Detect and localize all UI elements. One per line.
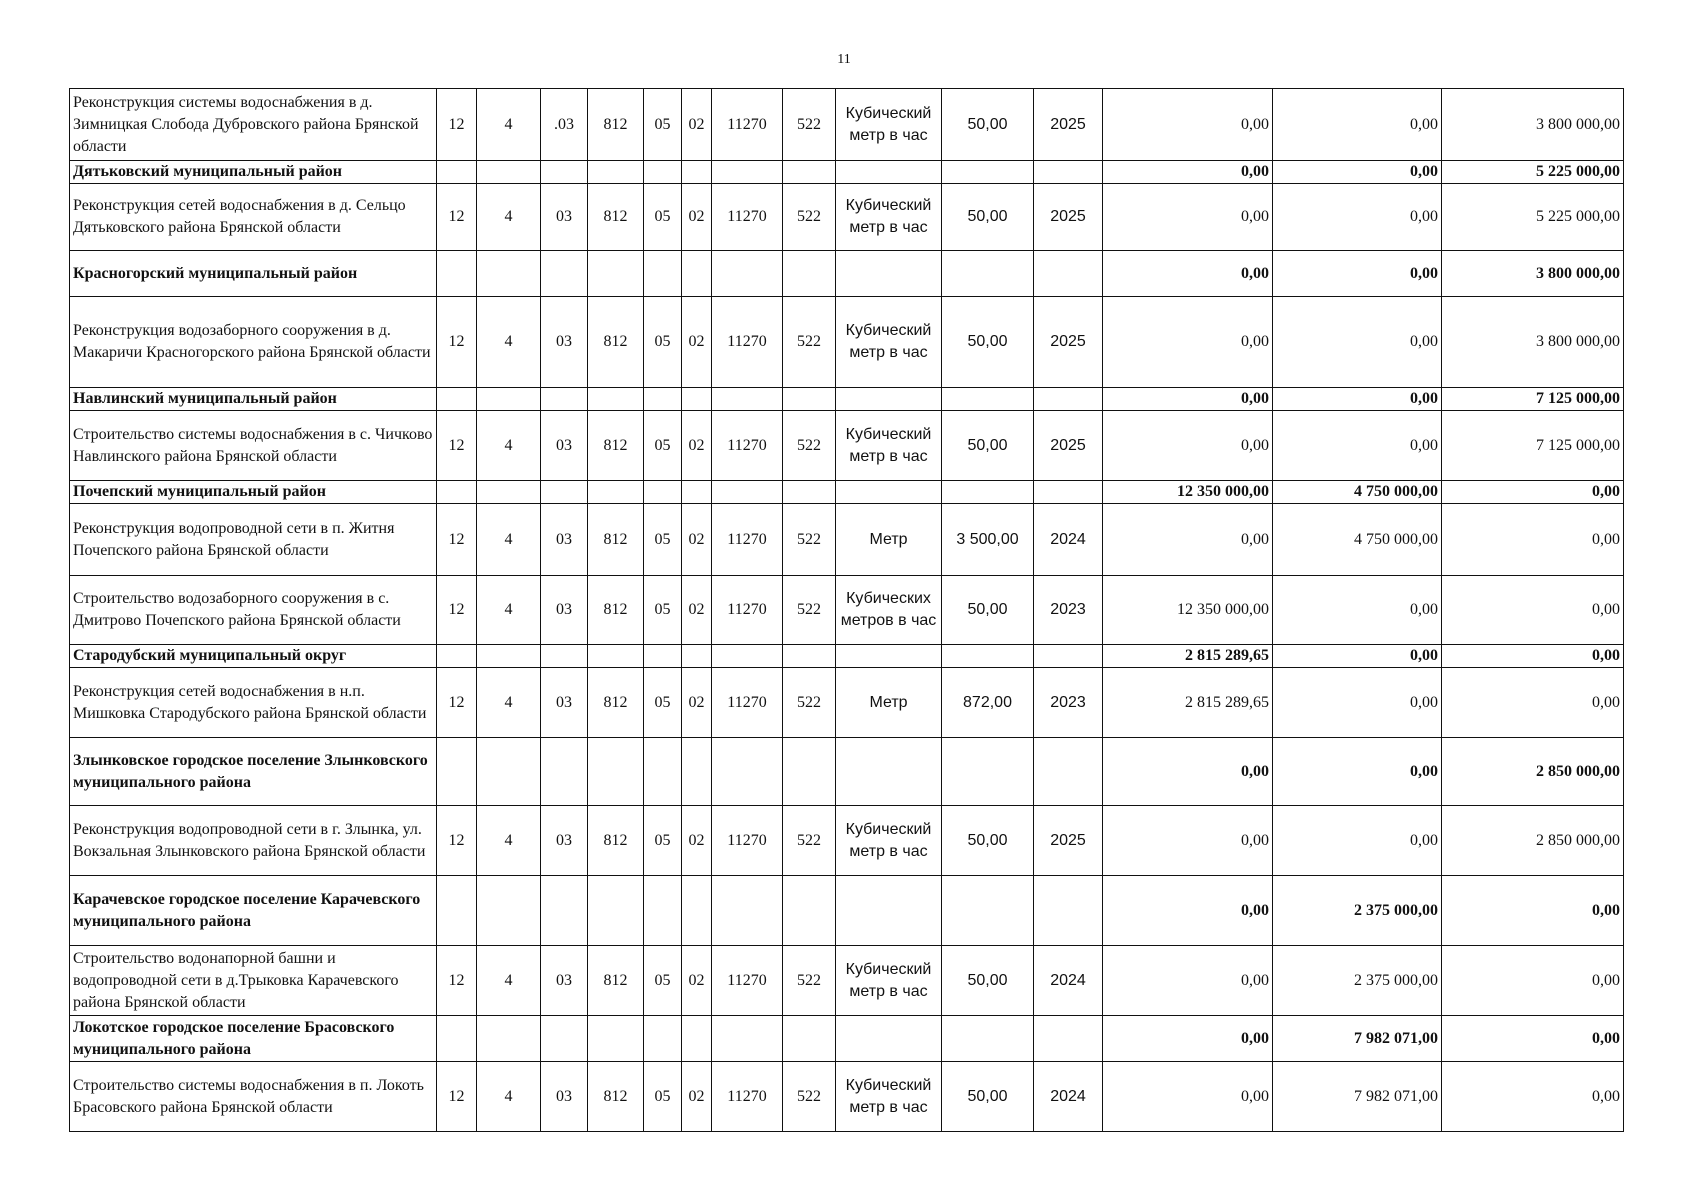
commission-year: 2024: [1034, 946, 1103, 1016]
code-expense-type: [783, 645, 836, 668]
amount-2023: 0,00: [1103, 738, 1273, 806]
group-row: [70, 161, 1624, 184]
code-expense-type: 522: [783, 297, 836, 388]
amount-2024: 0,00: [1273, 576, 1442, 645]
code-section: [437, 738, 477, 806]
capacity-value: 50,00: [942, 411, 1034, 481]
code-measure: [541, 481, 588, 504]
code-razdel: 05: [644, 576, 682, 645]
code-gradmin: [588, 738, 644, 806]
amount-2024: 4 750 000,00: [1273, 481, 1442, 504]
code-measure: [541, 251, 588, 297]
capacity-value: [942, 876, 1034, 946]
commission-year: [1034, 738, 1103, 806]
row-name: Злынковское городское поселение Злынковского муниципального района: [70, 738, 437, 806]
unit-of-measure: Кубических метров в час: [836, 576, 942, 645]
code-subprogram: [477, 1016, 541, 1062]
code-target: 11270: [712, 946, 783, 1016]
code-expense-type: 522: [783, 504, 836, 576]
table-row: [70, 184, 1624, 251]
commission-year: 2025: [1034, 297, 1103, 388]
commission-year: [1034, 645, 1103, 668]
commission-year: [1034, 876, 1103, 946]
row-name: Почепский муниципальный район: [70, 481, 437, 504]
commission-year: 2024: [1034, 504, 1103, 576]
amount-2024: 7 982 071,00: [1273, 1016, 1442, 1062]
code-razdel: 05: [644, 668, 682, 738]
capacity-value: [942, 481, 1034, 504]
amount-2025: 0,00: [1442, 481, 1624, 504]
code-target: [712, 161, 783, 184]
code-subprogram: [477, 251, 541, 297]
code-razdel: [644, 738, 682, 806]
code-subprogram: 4: [477, 89, 541, 161]
amount-2025: 2 850 000,00: [1442, 806, 1624, 876]
code-gradmin: [588, 481, 644, 504]
code-measure: 03: [541, 184, 588, 251]
code-razdel: 05: [644, 1062, 682, 1132]
code-subprogram: [477, 645, 541, 668]
amount-2025: 2 850 000,00: [1442, 738, 1624, 806]
row-name: Реконструкция водопроводной сети в п. Житня Почепского района Брянской области: [70, 504, 437, 576]
amount-2025: 7 125 000,00: [1442, 411, 1624, 481]
code-measure: [541, 388, 588, 411]
unit-of-measure: [836, 645, 942, 668]
row-name: Реконструкция системы водоснабжения в д. Зимницкая Слобода Дубровского района Брянской области: [70, 89, 437, 161]
amount-2023: 0,00: [1103, 297, 1273, 388]
code-expense-type: 522: [783, 1062, 836, 1132]
amount-2023: 0,00: [1103, 1062, 1273, 1132]
code-measure: 03: [541, 1062, 588, 1132]
amount-2024: 4 750 000,00: [1273, 504, 1442, 576]
row-name: Навлинский муниципальный район: [70, 388, 437, 411]
code-razdel: 05: [644, 184, 682, 251]
code-expense-type: [783, 876, 836, 946]
row-name: Строительство водозаборного сооружения в с. Дмитрово Почепского района Брянской области: [70, 576, 437, 645]
code-section: 12: [437, 806, 477, 876]
amount-2025: 0,00: [1442, 1016, 1624, 1062]
code-razdel: [644, 876, 682, 946]
amount-2025: 0,00: [1442, 946, 1624, 1016]
code-expense-type: 522: [783, 411, 836, 481]
amount-2024: 7 982 071,00: [1273, 1062, 1442, 1132]
amount-2025: 0,00: [1442, 576, 1624, 645]
code-target: [712, 251, 783, 297]
capacity-value: 50,00: [942, 297, 1034, 388]
code-measure: 03: [541, 668, 588, 738]
code-podrazdel: [682, 388, 712, 411]
code-target: 11270: [712, 576, 783, 645]
group-row: [70, 251, 1624, 297]
code-gradmin: 812: [588, 504, 644, 576]
commission-year: 2024: [1034, 1062, 1103, 1132]
code-section: 12: [437, 504, 477, 576]
code-measure: 03: [541, 297, 588, 388]
capacity-value: 50,00: [942, 89, 1034, 161]
code-section: [437, 876, 477, 946]
table-row: [70, 806, 1624, 876]
code-subprogram: 4: [477, 411, 541, 481]
code-podrazdel: [682, 1016, 712, 1062]
capacity-value: 50,00: [942, 184, 1034, 251]
amount-2025: 5 225 000,00: [1442, 161, 1624, 184]
code-podrazdel: [682, 251, 712, 297]
table-row: [70, 297, 1624, 388]
amount-2024: 0,00: [1273, 411, 1442, 481]
amount-2024: 2 375 000,00: [1273, 876, 1442, 946]
code-section: 12: [437, 668, 477, 738]
code-podrazdel: 02: [682, 946, 712, 1016]
code-expense-type: [783, 161, 836, 184]
code-target: 11270: [712, 1062, 783, 1132]
code-subprogram: 4: [477, 668, 541, 738]
amount-2023: 0,00: [1103, 184, 1273, 251]
code-expense-type: 522: [783, 946, 836, 1016]
code-expense-type: [783, 738, 836, 806]
row-name: Локотское городское поселение Брасовского муниципального района: [70, 1016, 437, 1062]
amount-2023: 0,00: [1103, 411, 1273, 481]
row-name: Реконструкция сетей водоснабжения в д. Сельцо Дятьковского района Брянской области: [70, 184, 437, 251]
commission-year: 2025: [1034, 89, 1103, 161]
unit-of-measure: Метр: [836, 504, 942, 576]
code-razdel: 05: [644, 946, 682, 1016]
code-razdel: [644, 481, 682, 504]
amount-2023: 12 350 000,00: [1103, 481, 1273, 504]
code-expense-type: [783, 1016, 836, 1062]
code-target: 11270: [712, 806, 783, 876]
code-expense-type: 522: [783, 184, 836, 251]
capacity-value: 50,00: [942, 576, 1034, 645]
code-target: [712, 645, 783, 668]
amount-2025: 0,00: [1442, 1062, 1624, 1132]
code-razdel: 05: [644, 89, 682, 161]
code-gradmin: 812: [588, 946, 644, 1016]
code-section: [437, 251, 477, 297]
unit-of-measure: [836, 481, 942, 504]
capacity-value: [942, 251, 1034, 297]
code-razdel: 05: [644, 297, 682, 388]
unit-of-measure: Метр: [836, 668, 942, 738]
unit-of-measure: Кубический метр в час: [836, 806, 942, 876]
commission-year: 2023: [1034, 668, 1103, 738]
row-name: Реконструкция водопроводной сети в г. Злынка, ул. Вокзальная Злынковского района Брянской области: [70, 806, 437, 876]
code-target: [712, 738, 783, 806]
commission-year: 2023: [1034, 576, 1103, 645]
code-section: [437, 161, 477, 184]
capacity-value: 50,00: [942, 946, 1034, 1016]
unit-of-measure: Кубический метр в час: [836, 297, 942, 388]
group-row: [70, 388, 1624, 411]
code-gradmin: 812: [588, 184, 644, 251]
code-section: [437, 645, 477, 668]
code-section: [437, 388, 477, 411]
code-target: [712, 1016, 783, 1062]
amount-2023: 12 350 000,00: [1103, 576, 1273, 645]
code-gradmin: 812: [588, 576, 644, 645]
code-podrazdel: [682, 161, 712, 184]
row-name: Строительство системы водоснабжения в с. Чичково Навлинского района Брянской области: [70, 411, 437, 481]
amount-2023: 0,00: [1103, 876, 1273, 946]
table-row: [70, 576, 1624, 645]
code-podrazdel: 02: [682, 504, 712, 576]
unit-of-measure: [836, 388, 942, 411]
code-target: [712, 481, 783, 504]
amount-2025: 3 800 000,00: [1442, 297, 1624, 388]
unit-of-measure: Кубический метр в час: [836, 89, 942, 161]
code-measure: 03: [541, 576, 588, 645]
code-section: 12: [437, 576, 477, 645]
amount-2023: 0,00: [1103, 89, 1273, 161]
capacity-value: [942, 388, 1034, 411]
amount-2023: 0,00: [1103, 946, 1273, 1016]
code-gradmin: [588, 645, 644, 668]
row-name: Реконструкция сетей водоснабжения в н.п. Мишковка Стародубского района Брянской области: [70, 668, 437, 738]
amount-2023: 2 815 289,65: [1103, 668, 1273, 738]
code-gradmin: [588, 388, 644, 411]
code-razdel: [644, 161, 682, 184]
code-target: 11270: [712, 504, 783, 576]
capacity-value: 872,00: [942, 668, 1034, 738]
unit-of-measure: Кубический метр в час: [836, 184, 942, 251]
code-podrazdel: [682, 738, 712, 806]
code-target: 11270: [712, 668, 783, 738]
code-podrazdel: 02: [682, 1062, 712, 1132]
code-gradmin: [588, 1016, 644, 1062]
code-measure: 03: [541, 411, 588, 481]
code-gradmin: [588, 876, 644, 946]
code-expense-type: 522: [783, 806, 836, 876]
code-podrazdel: 02: [682, 668, 712, 738]
code-podrazdel: 02: [682, 297, 712, 388]
code-section: [437, 481, 477, 504]
code-expense-type: [783, 481, 836, 504]
unit-of-measure: Кубический метр в час: [836, 1062, 942, 1132]
row-name: Реконструкция водозаборного сооружения в д. Макаричи Красногорского района Брянской области: [70, 297, 437, 388]
code-subprogram: [477, 388, 541, 411]
code-expense-type: [783, 251, 836, 297]
code-podrazdel: 02: [682, 411, 712, 481]
group-row: [70, 1016, 1624, 1062]
row-name: Строительство системы водоснабжения в п. Локоть Брасовского района Брянской области: [70, 1062, 437, 1132]
code-measure: [541, 1016, 588, 1062]
code-target: 11270: [712, 297, 783, 388]
unit-of-measure: [836, 876, 942, 946]
code-measure: [541, 645, 588, 668]
row-name: Дятьковский муниципальный район: [70, 161, 437, 184]
code-razdel: [644, 388, 682, 411]
table-row: [70, 1062, 1624, 1132]
amount-2024: 0,00: [1273, 645, 1442, 668]
unit-of-measure: [836, 738, 942, 806]
code-subprogram: 4: [477, 297, 541, 388]
code-measure: 03: [541, 504, 588, 576]
amount-2023: 0,00: [1103, 388, 1273, 411]
code-target: 11270: [712, 184, 783, 251]
code-target: [712, 876, 783, 946]
code-section: 12: [437, 1062, 477, 1132]
code-subprogram: 4: [477, 946, 541, 1016]
code-section: 12: [437, 184, 477, 251]
amount-2025: 0,00: [1442, 668, 1624, 738]
unit-of-measure: Кубический метр в час: [836, 411, 942, 481]
commission-year: [1034, 251, 1103, 297]
capacity-value: [942, 738, 1034, 806]
commission-year: [1034, 388, 1103, 411]
unit-of-measure: [836, 161, 942, 184]
code-section: 12: [437, 411, 477, 481]
amount-2024: 0,00: [1273, 184, 1442, 251]
code-gradmin: 812: [588, 411, 644, 481]
code-subprogram: 4: [477, 184, 541, 251]
row-name: Стародубский муниципальный округ: [70, 645, 437, 668]
code-podrazdel: 02: [682, 576, 712, 645]
unit-of-measure: Кубический метр в час: [836, 946, 942, 1016]
amount-2025: 0,00: [1442, 504, 1624, 576]
group-row: [70, 645, 1624, 668]
code-podrazdel: [682, 645, 712, 668]
amount-2025: 0,00: [1442, 876, 1624, 946]
amount-2023: 0,00: [1103, 1016, 1273, 1062]
row-name: Красногорский муниципальный район: [70, 251, 437, 297]
code-razdel: [644, 1016, 682, 1062]
row-name: Строительство водонапорной башни и водопроводной сети в д.Трыковка Карачевского района Брянской области: [70, 946, 437, 1016]
amount-2025: 3 800 000,00: [1442, 251, 1624, 297]
amount-2023: 2 815 289,65: [1103, 645, 1273, 668]
code-measure: [541, 738, 588, 806]
code-podrazdel: [682, 481, 712, 504]
code-subprogram: 4: [477, 1062, 541, 1132]
code-measure: 03: [541, 806, 588, 876]
code-expense-type: 522: [783, 89, 836, 161]
commission-year: 2025: [1034, 806, 1103, 876]
commission-year: [1034, 1016, 1103, 1062]
code-expense-type: 522: [783, 668, 836, 738]
code-gradmin: 812: [588, 668, 644, 738]
capacity-value: 3 500,00: [942, 504, 1034, 576]
row-name: Карачевское городское поселение Карачевского муниципального района: [70, 876, 437, 946]
group-row: [70, 738, 1624, 806]
capacity-value: [942, 161, 1034, 184]
code-expense-type: 522: [783, 576, 836, 645]
code-subprogram: 4: [477, 576, 541, 645]
investment-table: [69, 88, 1624, 1132]
code-razdel: 05: [644, 806, 682, 876]
code-subprogram: [477, 161, 541, 184]
amount-2024: 0,00: [1273, 806, 1442, 876]
table-row: [70, 89, 1624, 161]
code-podrazdel: 02: [682, 89, 712, 161]
commission-year: 2025: [1034, 184, 1103, 251]
table-row: [70, 411, 1624, 481]
table-row: [70, 504, 1624, 576]
code-podrazdel: [682, 876, 712, 946]
amount-2023: 0,00: [1103, 251, 1273, 297]
capacity-value: 50,00: [942, 1062, 1034, 1132]
page-number: 11: [837, 52, 851, 67]
code-razdel: [644, 251, 682, 297]
code-gradmin: 812: [588, 806, 644, 876]
unit-of-measure: [836, 251, 942, 297]
amount-2024: 0,00: [1273, 297, 1442, 388]
capacity-value: [942, 1016, 1034, 1062]
amount-2025: 5 225 000,00: [1442, 184, 1624, 251]
code-podrazdel: 02: [682, 806, 712, 876]
code-target: 11270: [712, 89, 783, 161]
amount-2024: 0,00: [1273, 161, 1442, 184]
code-subprogram: 4: [477, 806, 541, 876]
amount-2024: 0,00: [1273, 251, 1442, 297]
amount-2024: 0,00: [1273, 738, 1442, 806]
amount-2024: 2 375 000,00: [1273, 946, 1442, 1016]
amount-2024: 0,00: [1273, 668, 1442, 738]
code-gradmin: 812: [588, 297, 644, 388]
amount-2024: 0,00: [1273, 89, 1442, 161]
code-subprogram: 4: [477, 504, 541, 576]
capacity-value: 50,00: [942, 806, 1034, 876]
code-razdel: 05: [644, 504, 682, 576]
code-subprogram: [477, 876, 541, 946]
group-row: [70, 876, 1624, 946]
amount-2023: 0,00: [1103, 806, 1273, 876]
code-subprogram: [477, 481, 541, 504]
capacity-value: [942, 645, 1034, 668]
code-section: 12: [437, 297, 477, 388]
table-row: [70, 946, 1624, 1016]
code-expense-type: [783, 388, 836, 411]
code-target: [712, 388, 783, 411]
code-measure: [541, 876, 588, 946]
code-subprogram: [477, 738, 541, 806]
commission-year: [1034, 161, 1103, 184]
commission-year: 2025: [1034, 411, 1103, 481]
commission-year: [1034, 481, 1103, 504]
amount-2023: 0,00: [1103, 161, 1273, 184]
group-row: [70, 481, 1624, 504]
code-gradmin: 812: [588, 1062, 644, 1132]
amount-2023: 0,00: [1103, 504, 1273, 576]
amount-2025: 7 125 000,00: [1442, 388, 1624, 411]
amount-2025: 0,00: [1442, 645, 1624, 668]
code-section: 12: [437, 946, 477, 1016]
code-measure: 03: [541, 946, 588, 1016]
code-section: 12: [437, 89, 477, 161]
amount-2024: 0,00: [1273, 388, 1442, 411]
amount-2025: 3 800 000,00: [1442, 89, 1624, 161]
code-measure: [541, 161, 588, 184]
unit-of-measure: [836, 1016, 942, 1062]
code-gradmin: 812: [588, 89, 644, 161]
table-row: [70, 668, 1624, 738]
code-gradmin: [588, 251, 644, 297]
code-measure: .03: [541, 89, 588, 161]
code-section: [437, 1016, 477, 1062]
code-razdel: [644, 645, 682, 668]
code-gradmin: [588, 161, 644, 184]
code-podrazdel: 02: [682, 184, 712, 251]
code-target: 11270: [712, 411, 783, 481]
code-razdel: 05: [644, 411, 682, 481]
